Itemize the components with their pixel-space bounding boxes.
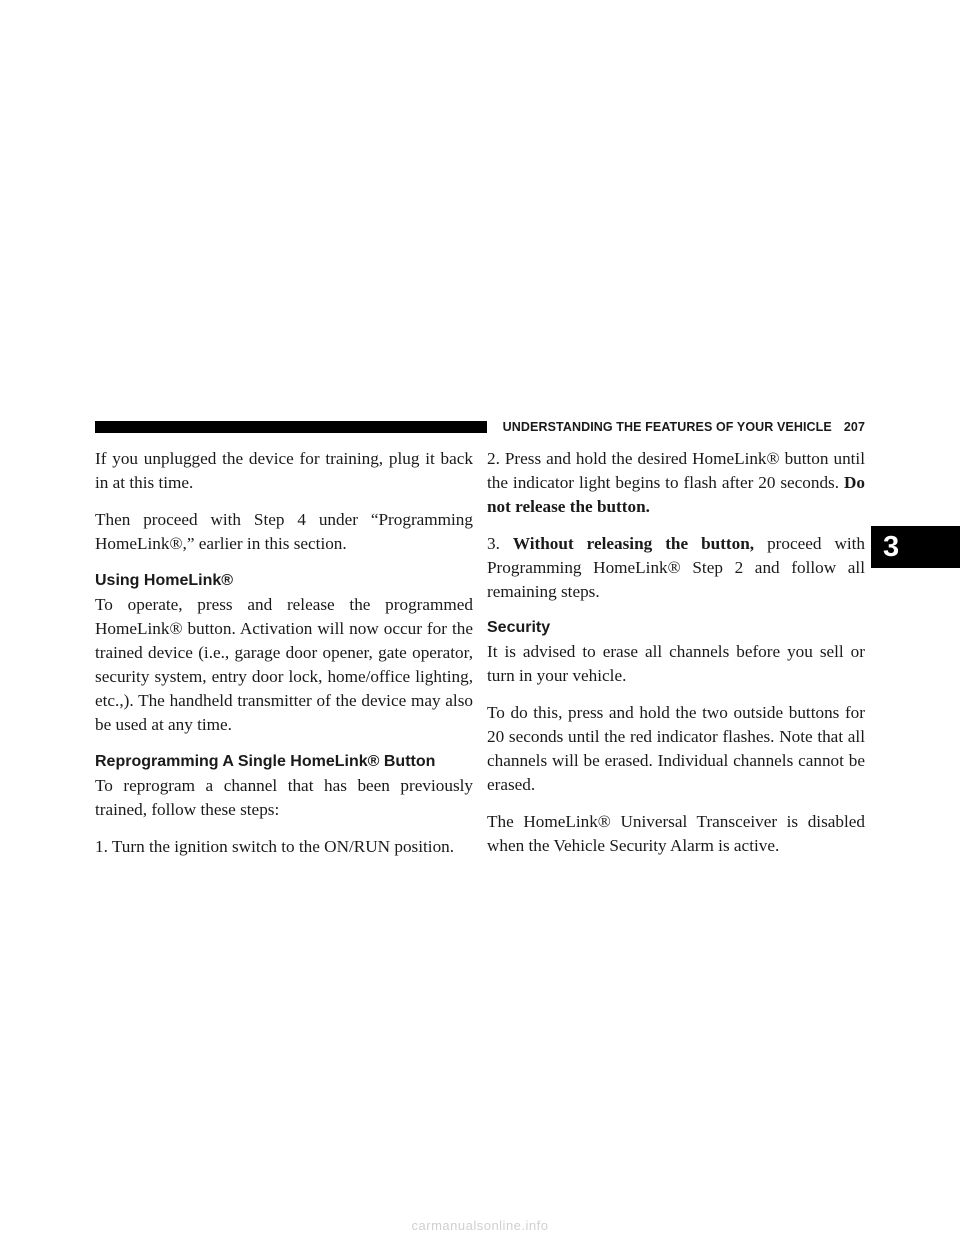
paragraph: To do this, press and hold the two outside buttons for 20 seconds until the red indicator flashes. Note that all channels will be erased. Individual channels cannot be erased. [487,703,865,794]
paragraph: 1. Turn the ignition switch to the ON/RUN position. [95,837,455,856]
heading-using-homelink: Using HomeLink® [95,572,234,589]
running-header [487,419,865,435]
section-title: UNDERSTANDING THE FEATURES OF YOUR VEHICLE [502,420,832,434]
step-2-text: 2. Press and hold the desired HomeLink® button until the indicator light begins to flash after 20 seconds. [487,449,865,492]
header-rule [95,421,488,433]
paragraph: To operate, press and release the programmed HomeLink® button. Activation will now occur for the trained device (i.e., garage door opener, gate operator, security system, entry door lock, home/office lighting, etc.,). The handheld transmitter of the device may also be used at any time. [95,595,473,734]
right-column [487,447,865,871]
paragraph-step-3 [487,532,865,604]
page-number: 207 [843,420,865,434]
paragraph: It is advised to erase all channels before you sell or turn in your vehicle. [487,642,865,685]
step-3-text: proceed with Programming HomeLink® Step 2 and follow all remaining steps. [487,534,866,601]
paragraph: To reprogram a channel that has been previously trained, follow these steps: [95,776,473,819]
heading-security: Security [487,619,551,636]
watermark: carmanualsonline.info [411,1218,549,1233]
paragraph-step-2 [487,447,865,519]
paragraph: Then proceed with Step 4 under “Programming HomeLink®,” earlier in this section. [95,510,473,553]
paragraph: The HomeLink® Universal Transceiver is disabled when the Vehicle Security Alarm is active. [487,812,865,855]
left-column [95,447,473,872]
chapter-tab: 3 [871,526,960,568]
heading-reprogramming: Reprogramming A Single HomeLink® Button [95,753,436,770]
paragraph: If you unplugged the device for training, plug it back in at this time. [95,449,473,492]
step-2-warning: Do not release the button. [487,473,865,516]
step-3-number: 3. [487,534,513,553]
step-3-bold: Without releasing the button, [512,534,755,553]
